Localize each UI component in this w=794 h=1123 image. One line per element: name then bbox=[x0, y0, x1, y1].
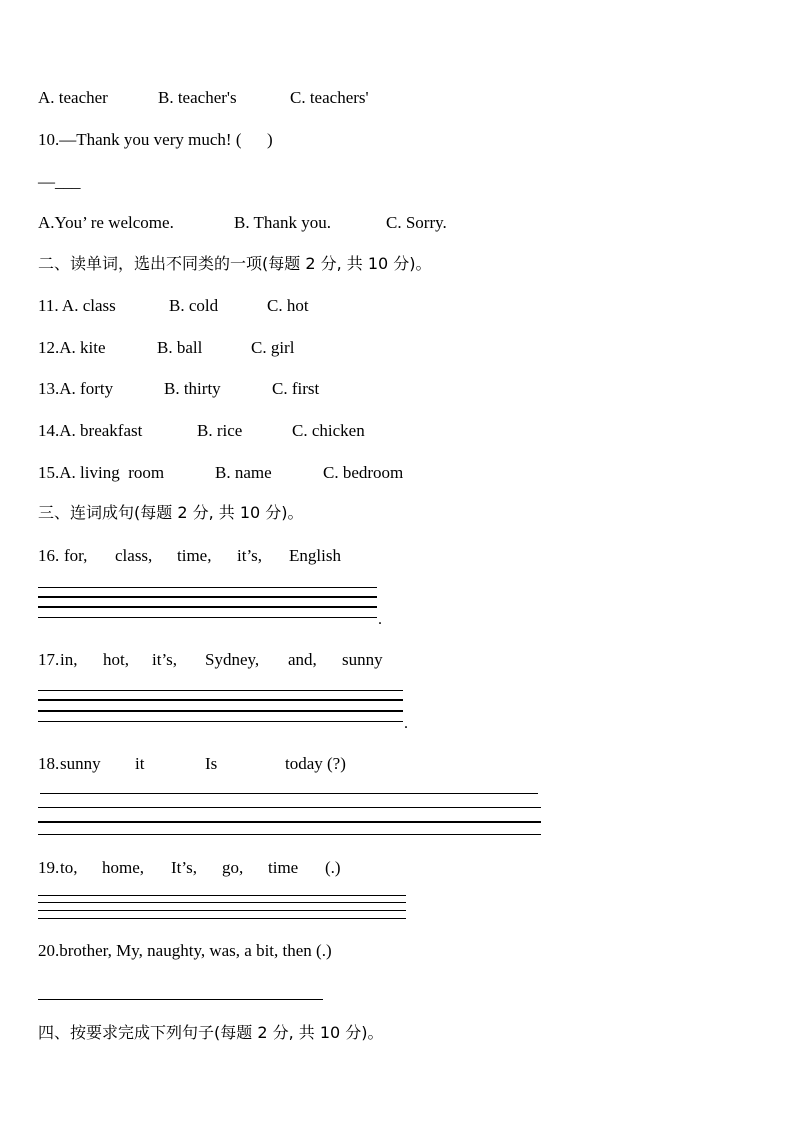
q17-word: hot, bbox=[103, 650, 129, 669]
q17-number: 17. bbox=[38, 650, 60, 669]
answer-line bbox=[38, 834, 541, 835]
q16-word: for, bbox=[64, 546, 88, 565]
q10-answer-line: —___ bbox=[38, 172, 81, 191]
q10-prompt: 10.—Thank you very much! ( ) bbox=[38, 130, 273, 149]
q11-option-a: 11. A. class bbox=[38, 296, 116, 315]
q14-option-a: 14.A. breakfast bbox=[38, 421, 143, 440]
answer-line bbox=[38, 821, 541, 823]
q19-word: home, bbox=[102, 858, 145, 877]
q10-option-a: A.You’ re welcome. bbox=[38, 213, 174, 232]
answer-line bbox=[38, 690, 403, 691]
q18-word: today (?) bbox=[285, 754, 346, 773]
answer-line bbox=[38, 587, 377, 588]
answer-line bbox=[38, 596, 377, 598]
q12-option-c: C. girl bbox=[251, 338, 295, 357]
q16-word: time, bbox=[177, 546, 212, 565]
answer-line bbox=[38, 606, 377, 608]
q9-option-c: C. teachers' bbox=[290, 88, 369, 107]
q16-number: 16. bbox=[38, 546, 60, 565]
answer-line bbox=[38, 902, 406, 903]
q15-option-b: B. name bbox=[215, 463, 272, 482]
q15-option-c: C. bedroom bbox=[323, 463, 404, 482]
q17-word: in, bbox=[60, 650, 78, 669]
q9-option-b: B. teacher's bbox=[158, 88, 237, 107]
q16-word: it’s, bbox=[237, 546, 263, 565]
q20-prompt: 20.brother, My, naughty, was, a bit, then (.) bbox=[38, 941, 332, 960]
q10-option-c: C. Sorry. bbox=[386, 213, 447, 232]
q18-word: Is bbox=[205, 754, 218, 773]
q18-number: 18. bbox=[38, 754, 60, 773]
answer-line bbox=[38, 895, 406, 896]
q14-option-c: C. chicken bbox=[292, 421, 365, 440]
q19-word: to, bbox=[60, 858, 78, 877]
answer-line bbox=[38, 617, 377, 618]
q15-option-a: 15.A. living room bbox=[38, 463, 165, 482]
q11-option-c: C. hot bbox=[267, 296, 309, 315]
q17-word: it’s, bbox=[152, 650, 178, 669]
q13-option-b: B. thirty bbox=[164, 379, 221, 398]
q18-word: it bbox=[135, 754, 145, 773]
answer-line bbox=[38, 999, 323, 1000]
q12-option-b: B. ball bbox=[157, 338, 203, 357]
q12-option-a: 12.A. kite bbox=[38, 338, 106, 357]
q13-option-a: 13.A. forty bbox=[38, 379, 114, 398]
q9-option-a: A. teacher bbox=[38, 88, 108, 107]
q16-end-period: . bbox=[378, 611, 382, 628]
q17-word: and, bbox=[288, 650, 317, 669]
q14-option-b: B. rice bbox=[197, 421, 243, 440]
answer-line bbox=[38, 710, 403, 712]
section-3-title: 三、连词成句(每题 2 分, 共 10 分)。 bbox=[38, 503, 304, 522]
answer-line bbox=[38, 699, 403, 701]
q19-word: time bbox=[268, 858, 299, 877]
answer-line bbox=[38, 910, 406, 911]
q17-word: Sydney, bbox=[205, 650, 260, 669]
answer-line bbox=[38, 918, 406, 919]
section-4-title: 四、按要求完成下列句子(每题 2 分, 共 10 分)。 bbox=[38, 1023, 384, 1042]
q17-end-period: . bbox=[404, 715, 408, 732]
q13-option-c: C. first bbox=[272, 379, 320, 398]
section-2-title: 二、读单词，选出不同类的一项(每题 2 分, 共 10 分)。 bbox=[38, 254, 432, 273]
q19-number: 19. bbox=[38, 858, 60, 877]
answer-line bbox=[40, 793, 538, 794]
q16-word: English bbox=[289, 546, 341, 565]
q18-word: sunny bbox=[60, 754, 101, 773]
q16-word: class, bbox=[115, 546, 153, 565]
q17-word: sunny bbox=[342, 650, 383, 669]
q19-word: It’s, bbox=[171, 858, 197, 877]
answer-line bbox=[38, 721, 403, 722]
answer-line bbox=[38, 807, 541, 808]
q11-option-b: B. cold bbox=[169, 296, 219, 315]
q19-word: (.) bbox=[325, 858, 341, 877]
q10-option-b: B. Thank you. bbox=[234, 213, 331, 232]
q19-word: go, bbox=[222, 858, 244, 877]
